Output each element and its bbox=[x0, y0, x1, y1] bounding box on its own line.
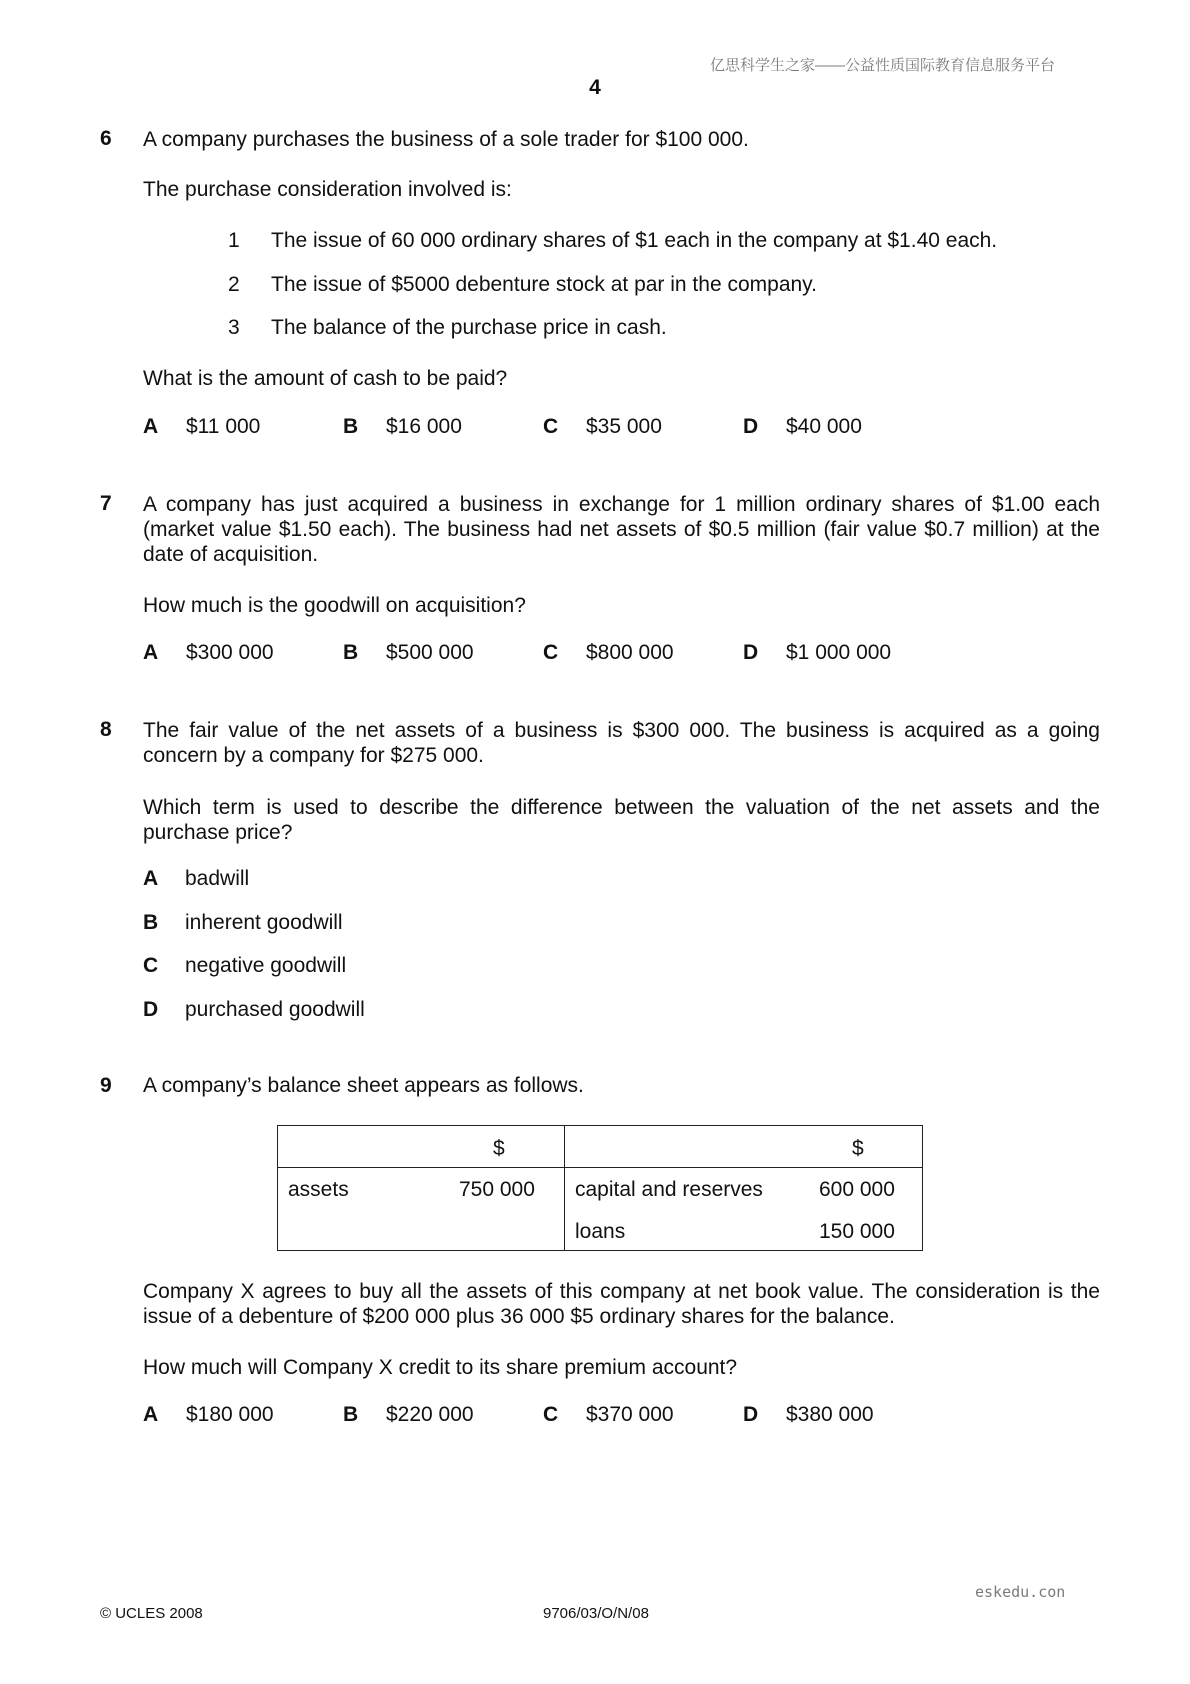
option-value: $300 000 bbox=[186, 641, 274, 664]
answer-options bbox=[143, 415, 1043, 441]
option-letter: D bbox=[143, 998, 159, 1021]
option-letter: D bbox=[743, 641, 759, 664]
list-item-number: 2 bbox=[228, 273, 240, 296]
option-b bbox=[0, 911, 600, 937]
question-stem: A company has just acquired a business in exchange for 1 million ordinary shares of $1.00 each (market value $1.50 each). The business had net assets of $0.5 million (fair value $0.7 million) at the date of acquisition. bbox=[143, 493, 1100, 566]
option-letter: D bbox=[743, 1403, 759, 1426]
option-letter: C bbox=[543, 641, 559, 664]
option-value: $180 000 bbox=[186, 1403, 274, 1426]
answer-options bbox=[143, 641, 1043, 667]
question-stem-continued: Company X agrees to buy all the assets of this company at net book value. The consideration is the issue of a debenture of $200 000 plus 36 000 $5 ordinary shares for the balance. bbox=[143, 1280, 1100, 1328]
option-value: $11 000 bbox=[186, 415, 261, 438]
option-letter: A bbox=[143, 867, 159, 890]
option-value: $380 000 bbox=[786, 1403, 874, 1426]
list-item-text: The balance of the purchase price in cash. bbox=[271, 316, 667, 339]
question-prompt: Which term is used to describe the difference between the valuation of the net assets and the purchase price? bbox=[143, 796, 1100, 844]
option-letter: A bbox=[143, 1403, 159, 1426]
assets-label: assets bbox=[288, 1178, 349, 1201]
option-letter: B bbox=[343, 641, 359, 664]
option-letter: A bbox=[143, 641, 159, 664]
loans-label: loans bbox=[575, 1220, 626, 1243]
option-a bbox=[0, 867, 600, 893]
assets-value: 750 000 bbox=[459, 1178, 535, 1201]
question-stem: A company purchases the business of a sole trader for $100 000. bbox=[143, 128, 749, 151]
question-number: 7 bbox=[100, 492, 112, 515]
option-letter: C bbox=[543, 415, 559, 438]
option-letter: D bbox=[743, 415, 759, 438]
question-stem: A company’s balance sheet appears as follows. bbox=[143, 1074, 584, 1097]
page-number: 4 bbox=[589, 76, 601, 99]
option-value: $35 000 bbox=[586, 415, 662, 438]
question-prompt: How much will Company X credit to its share premium account? bbox=[143, 1356, 738, 1379]
currency-header-left: $ bbox=[493, 1137, 505, 1160]
currency-header-right: $ bbox=[852, 1137, 864, 1160]
list-item-text: The issue of 60 000 ordinary shares of $1 each in the company at $1.40 each. bbox=[271, 229, 998, 252]
table-divider-vertical bbox=[564, 1126, 565, 1250]
option-value: $1 000 000 bbox=[786, 641, 892, 664]
balance-sheet-table bbox=[277, 1125, 923, 1251]
list-item-text: The issue of $5000 debenture stock at par in the company. bbox=[271, 273, 817, 296]
capital-value: 600 000 bbox=[819, 1178, 895, 1201]
option-value: negative goodwill bbox=[185, 954, 347, 977]
option-letter: B bbox=[343, 415, 359, 438]
table-divider-horizontal bbox=[278, 1167, 922, 1168]
question-stem: The fair value of the net assets of a business is $300 000. The business is acquired as a going concern by a company for $275 000. bbox=[143, 719, 1100, 767]
loans-value: 150 000 bbox=[819, 1220, 895, 1243]
question-intro: The purchase consideration involved is: bbox=[143, 178, 512, 201]
option-value: $370 000 bbox=[586, 1403, 674, 1426]
footer-watermark: eskedu.con bbox=[975, 1583, 1066, 1601]
answer-options bbox=[143, 1403, 1043, 1429]
header-watermark: 亿思科学生之家——公益性质国际教育信息服务平台 bbox=[709, 57, 1055, 74]
question-number: 8 bbox=[100, 718, 112, 741]
option-c bbox=[0, 954, 600, 980]
footer-paper-code: 9706/03/O/N/08 bbox=[543, 1605, 649, 1622]
option-letter: A bbox=[143, 415, 159, 438]
option-value: $800 000 bbox=[586, 641, 674, 664]
option-value: $220 000 bbox=[386, 1403, 474, 1426]
option-value: $40 000 bbox=[786, 415, 862, 438]
list-item-number: 1 bbox=[228, 229, 240, 252]
option-letter: C bbox=[143, 954, 159, 977]
option-value: $16 000 bbox=[386, 415, 462, 438]
question-prompt: What is the amount of cash to be paid? bbox=[143, 367, 508, 390]
option-value: badwill bbox=[185, 867, 250, 890]
option-d bbox=[0, 998, 600, 1024]
capital-label: capital and reserves bbox=[575, 1178, 763, 1201]
option-value: inherent goodwill bbox=[185, 911, 343, 934]
option-value: purchased goodwill bbox=[185, 998, 365, 1021]
option-letter: B bbox=[343, 1403, 359, 1426]
list-item-number: 3 bbox=[228, 316, 240, 339]
question-prompt: How much is the goodwill on acquisition? bbox=[143, 594, 526, 617]
question-number: 6 bbox=[100, 127, 112, 150]
option-letter: C bbox=[543, 1403, 559, 1426]
question-number: 9 bbox=[100, 1074, 112, 1097]
option-value: $500 000 bbox=[386, 641, 474, 664]
footer-copyright: © UCLES 2008 bbox=[100, 1605, 203, 1622]
option-letter: B bbox=[143, 911, 159, 934]
